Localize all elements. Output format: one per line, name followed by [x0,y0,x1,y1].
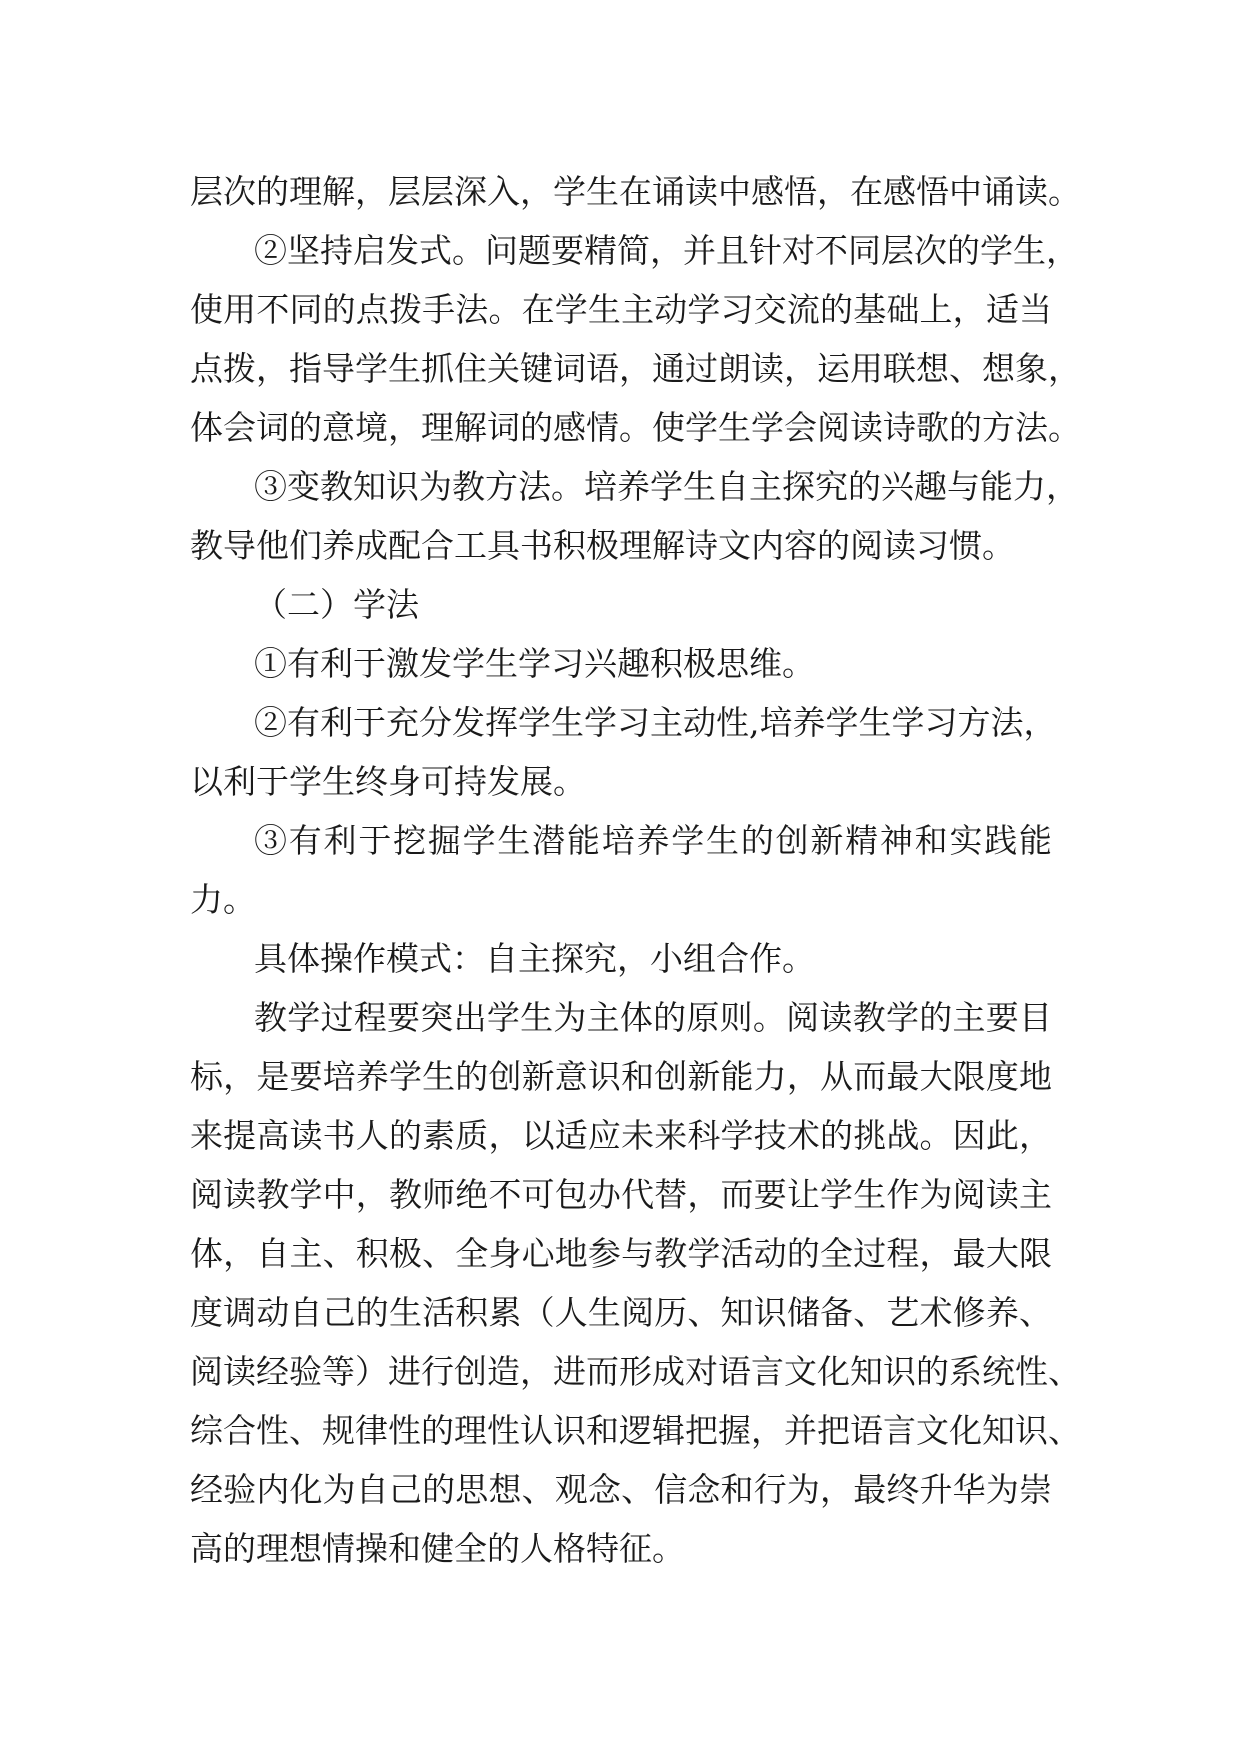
body-line: 经验内化为自己的思想、观念、信念和行为，最终升华为崇 [190,1470,1052,1509]
body-line: 标，是要培养学生的创新意识和创新能力，从而最大限度地 [190,1057,1052,1096]
body-line: 来提高读书人的素质，以适应未来科学技术的挑战。因此， [190,1116,1052,1155]
body-line: 阅读经验等）进行创造，进而形成对语言文化知识的系统性、 [190,1352,1081,1391]
body-line: ③有利于挖掘学生潜能培养学生的创新精神和实践能 [254,821,1052,860]
document-body [190,162,1081,1578]
section-heading: （二）学法 [254,585,419,624]
body-line: 教学过程要突出学生为主体的原则。阅读教学的主要目 [254,998,1052,1037]
body-line: 度调动自己的生活积累（人生阅历、知识储备、艺术修养、 [190,1293,1052,1332]
body-line: ①有利于激发学生学习兴趣积极思维。 [254,644,815,683]
body-line: 点拨，指导学生抓住关键词语，通过朗读，运用联想、想象， [190,349,1081,388]
body-line: 综合性、规律性的理性认识和逻辑把握，并把语言文化知识、 [190,1411,1081,1450]
body-line: ②坚持启发式。问题要精简，并且针对不同层次的学生， [254,231,1079,270]
body-line: ③变教知识为教方法。培养学生自主探究的兴趣与能力， [254,467,1079,506]
body-line: 阅读教学中，教师绝不可包办代替，而要让学生作为阅读主 [190,1175,1052,1214]
body-line: 使用不同的点拨手法。在学生主动学习交流的基础上，适当 [190,290,1052,329]
body-line: 体会词的意境，理解词的感情。使学生学会阅读诗歌的方法。 [190,408,1081,447]
body-line: 教导他们养成配合工具书积极理解诗文内容的阅读习惯。 [190,526,1015,565]
body-line: 体，自主、积极、全身心地参与教学活动的全过程，最大限 [190,1234,1052,1273]
body-line: 高的理想情操和健全的人格特征。 [190,1529,685,1568]
body-line: 以利于学生终身可持发展。 [190,762,586,801]
body-line: 力。 [190,880,256,919]
body-line: 具体操作模式：自主探究，小组合作。 [254,939,815,978]
body-line: 层次的理解，层层深入，学生在诵读中感悟，在感悟中诵读。 [190,172,1081,211]
body-line: ②有利于充分发挥学生学习主动性,培养学生学习方法， [254,703,1057,742]
